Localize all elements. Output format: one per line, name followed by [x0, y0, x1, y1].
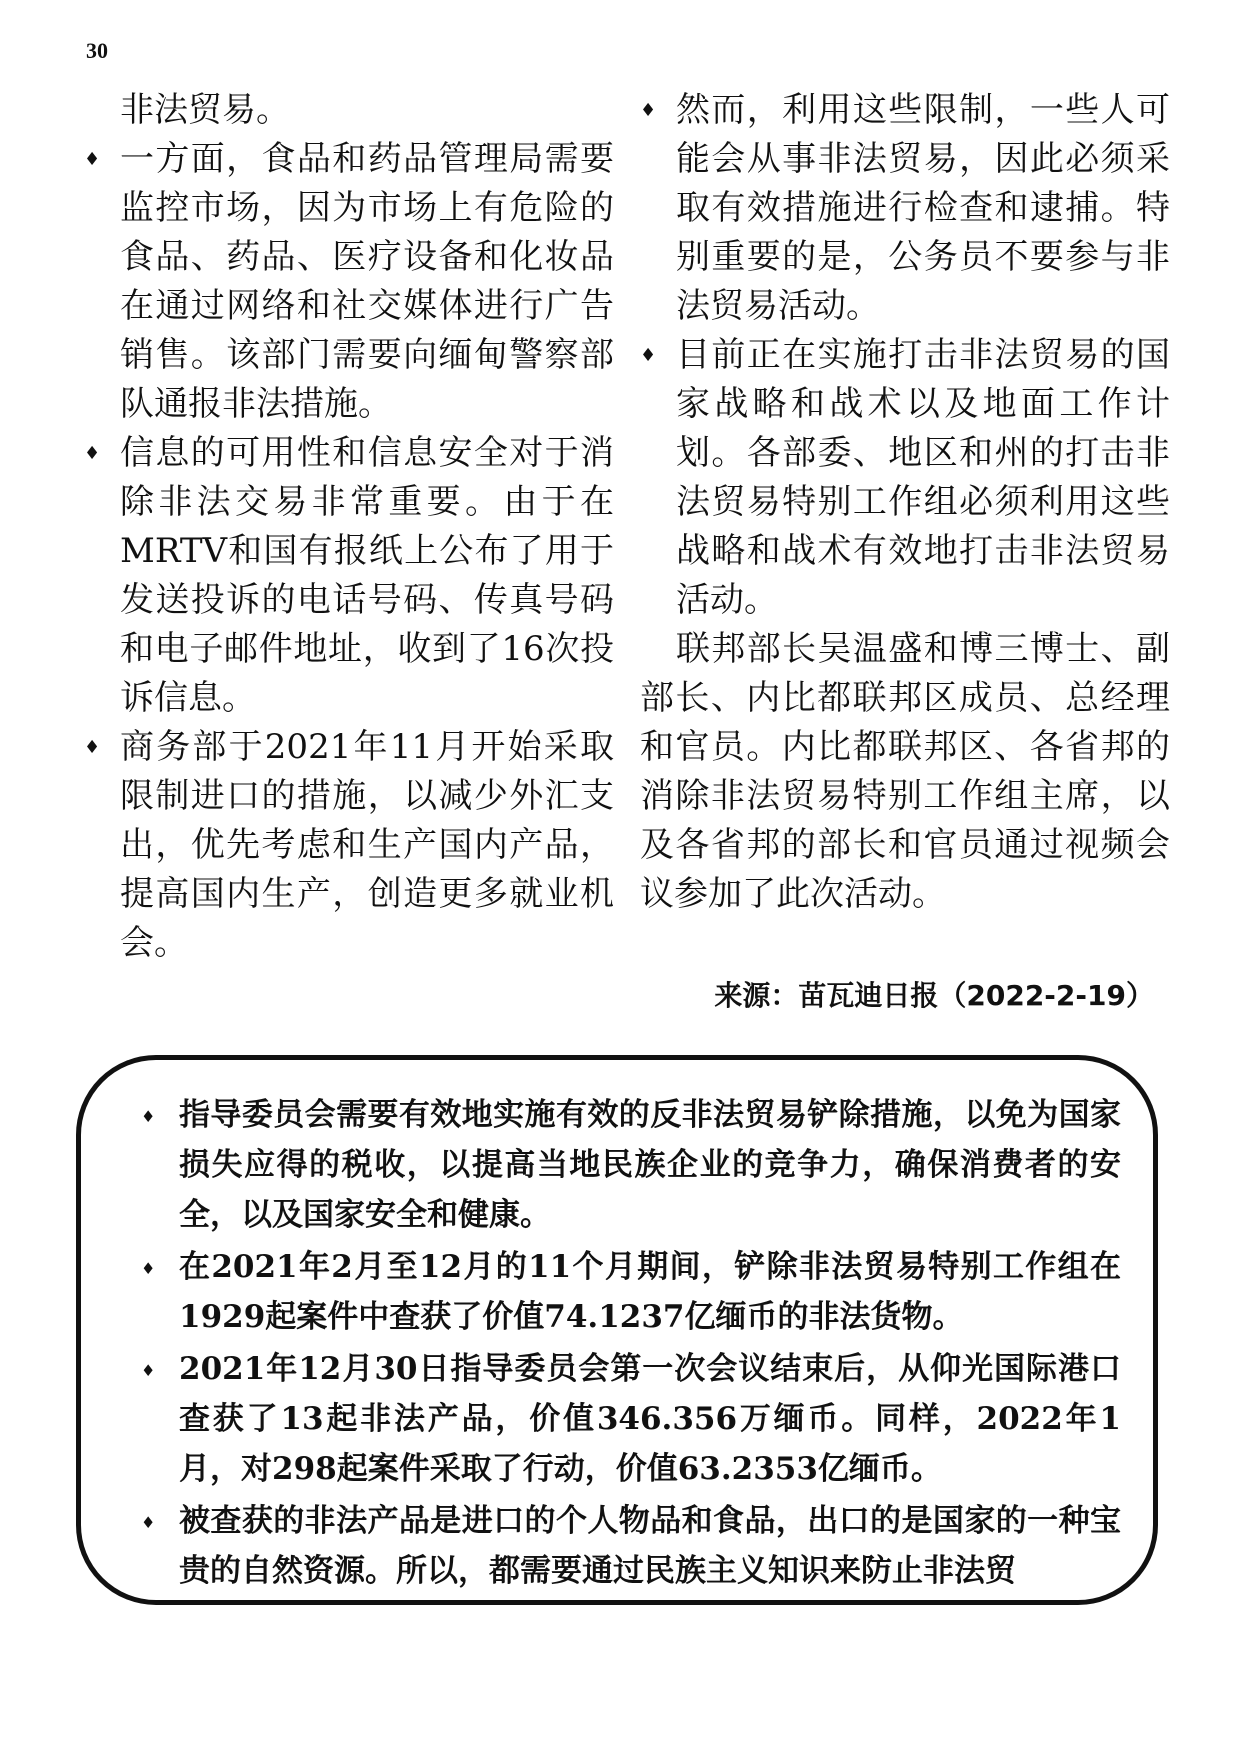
diamond-bullet-icon: ♦ — [84, 737, 101, 758]
summary-item-text: 指导委员会需要有效地实施有效的反非法贸易铲除措施，以免为国家损失应得的税收，以提高当地民族企业的竞争力，确保消费者的安全，以及国家安全和健康。 — [179, 1097, 1121, 1233]
right-column — [640, 86, 1170, 919]
summary-item — [141, 1496, 1121, 1596]
list-item-text: 一方面，食品和药品管理局需要监控市场，因为市场上有危险的食品、药品、医疗设备和化妆品在通过网络和社交媒体进行广告销售。该部门需要向缅甸警察部队通报非法措施。 — [120, 139, 614, 424]
page-number: 30 — [86, 38, 108, 63]
summary-item — [141, 1242, 1121, 1342]
list-item — [84, 135, 614, 429]
summary-item-text: 被查获的非法产品是进口的个人物品和食品，出口的是国家的一种宝贵的自然资源。所以，都需要通过民族主义知识来防止非法贸 — [179, 1503, 1121, 1589]
summary-item-text: 2021年12月30日指导委员会第一次会议结束后，从仰光国际港口查获了13起非法产品，价值346.356万缅币。同样，2022年1月，对298起案件采取了行动，价值63.2353亿缅币。 — [179, 1351, 1121, 1487]
diamond-bullet-icon: ♦ — [141, 1361, 156, 1380]
list-item-text: 信息的可用性和信息安全对于消除非法交易非常重要。由于在MRTV和国有报纸上公布了用于发送投诉的电话号码、传真号码和电子邮件地址，收到了16次投诉信息。 — [120, 433, 614, 718]
diamond-bullet-icon: ♦ — [141, 1259, 156, 1278]
list-item — [84, 723, 614, 968]
body-paragraph: 联邦部长吴温盛和博三博士、副部长、内比都联邦区成员、总经理和官员。内比都联邦区、各省邦的消除非法贸易特别工作组主席，以及各省邦的部长和官员通过视频会议参加了此次活动。 — [640, 629, 1170, 914]
continuation-text: 非法贸易。 — [120, 90, 290, 130]
diamond-bullet-icon: ♦ — [141, 1513, 156, 1532]
summary-item-text: 在2021年2月至12月的11个月期间，铲除非法贸易特别工作组在1929起案件中查获了价值74.1237亿缅币的非法货物。 — [179, 1249, 1121, 1335]
diamond-bullet-icon: ♦ — [640, 345, 657, 366]
list-item — [640, 331, 1170, 625]
summary-item — [141, 1090, 1121, 1240]
list-item-text: 然而，利用这些限制，一些人可能会从事非法贸易，因此必须采取有效措施进行检查和逮捕。特别重要的是，公务员不要参与非法贸易活动。 — [676, 90, 1170, 326]
diamond-bullet-icon: ♦ — [84, 149, 101, 170]
source-citation: 来源：苗瓦迪日报（2022-2-19） — [714, 979, 1154, 1012]
summary-list — [141, 1090, 1121, 1598]
summary-box — [76, 1055, 1158, 1605]
list-item — [640, 86, 1170, 331]
diamond-bullet-icon: ♦ — [640, 100, 657, 121]
left-column — [84, 86, 614, 968]
list-item-text: 商务部于2021年11月开始采取限制进口的措施，以减少外汇支出，优先考虑和生产国内产品，提高国内生产，创造更多就业机会。 — [120, 727, 614, 963]
diamond-bullet-icon: ♦ — [141, 1107, 156, 1126]
list-item-text: 目前正在实施打击非法贸易的国家战略和战术以及地面工作计划。各部委、地区和州的打击非法贸易特别工作组必须利用这些战略和战术有效地打击非法贸易活动。 — [676, 335, 1170, 620]
diamond-bullet-icon: ♦ — [84, 443, 101, 464]
list-item — [84, 429, 614, 723]
summary-item — [141, 1344, 1121, 1494]
